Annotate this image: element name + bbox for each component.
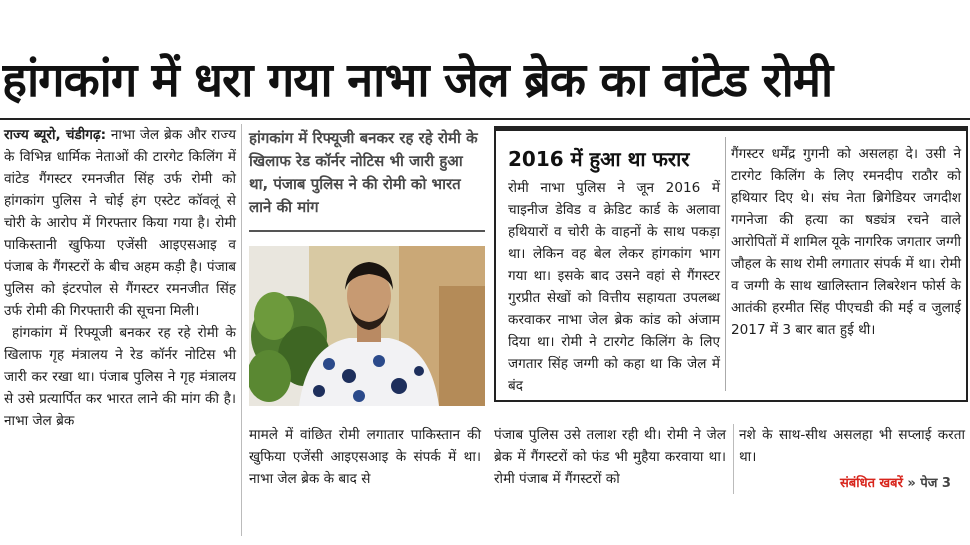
related-news-page: पेज 3 (920, 476, 951, 491)
headline: हांगकांग में धरा गया नाभा जेल ब्रेक का वांटेड रोमी (2, 53, 833, 108)
column-2-text: मामले में वांछित रोमी लगातार पाकिस्तान की खुफिया एजेंसी आइएसआइ के संपर्क में था। नाभा जेल ब्रेक के बाद से (249, 427, 481, 487)
related-news-label: संबंधित खबरें (840, 476, 903, 491)
column-1 (4, 124, 236, 432)
person-photo-illustration (249, 246, 485, 406)
column-4-text: नशे के साथ-सीथ असलहा भी सप्लाई करता था। (739, 427, 965, 465)
column-1-text-1: नाभा जेल ब्रेक और राज्य के विभिन्न धार्मिक नेताओं की टारगेट किलिंग में वांटेड गैंगस्टर रमनजीत सिंह उर्फ रोमी को हांगकांग पुलिस ने चोई हंग एस्टेट कॉवलूं से चोरी के आरोप में गिरफ्तार किया गया है। रोमी पाकिस्तानी खुफिया एजेंसी आइएसआइ व पंजाब के गैंगस्टरों के बीच अहम कड़ी है। पंजाब पुलिस को इंटरपोल से गैंगस्टर रमनजीत सिंह उर्फ रोमी की गिरफ्तारी की सूचना मिली। (4, 127, 237, 319)
pull-quote: हांगकांग में रिफ्यूजी बनकर रह रहे रोमी के खिलाफ रेड कॉर्नर नोटिस भी जारी हुआ था, पंजाब पुलिस ने की रोमी को भारत लाने की मांग (249, 129, 478, 216)
column-3-text: पंजाब पुलिस उसे तलाश रही थी। रोमी ने जेल ब्रेक में गैंगस्टरों को फंड भी मुहैया करवाया था। रोमी पंजाब में गैंगस्टरों को (494, 427, 726, 487)
dateline: राज्य ब्यूरो, चंडीगढ़: (4, 127, 107, 143)
box-divider (725, 137, 726, 391)
box-column-2: गैंगस्टर धर्मेंद्र गुगनी को असलहा दे। उसी ने टारगेट किलिंग के लिए रमनदीप राठौर को हथियार दिए थे। संघ नेता ब्रिगेडियर जगदीश गगनेजा की हत्या का षड्यंत्र रचने वाले आरोपितों में शामिल यूके नागरिक जगतार जग्गी जौहल के साथ रोमी लगातार संपर्क में था। रोमी व जग्गी के साथ खालिस्तान लिबरेशन फोर्स के आतंकी हरमीत सिंह पीएचडी की मई व जुलाई 2017 में 3 बार बात हुई थी। (731, 146, 961, 338)
romi-photo (249, 246, 485, 406)
bottom-column-divider (733, 424, 734, 494)
headline-rule (0, 118, 970, 120)
box-column-1: रोमी नाभा पुलिस ने जून 2016 में चाइनीज डेविड व क्रेडिट कार्ड के अलावा हथियारों व चोरी के वाहनों के साथ पकड़ा था। लेकिन वह बेल लेकर हांगकांग भाग गया था। इसके बाद उसने वहां से गैंगस्टर गुरप्रीत सेखों को वित्तीय सहायता उपलब्ध करवाकर नाभा जेल ब्रेक कांड को अंजाम दिया था। रोमी ने टारगेट किलिंग के लिए जगतार सिंह जग्गी को कहा था कि जेल में बंद (508, 180, 720, 394)
pull-quote-rule (249, 230, 485, 232)
column-1-para-1 (4, 124, 236, 322)
related-news-link[interactable] (840, 474, 951, 494)
related-news-arrows: » (907, 476, 916, 491)
box-title: 2016 में हुआ था फरार (508, 147, 690, 171)
column-divider (241, 124, 242, 536)
column-1-para-2: हांगकांग में रिफ्यूजी बनकर रह रहे रोमी के खिलाफ गृह मंत्रालय ने रेड कॉर्नर नोटिस भी जारी कर रखा था। पंजाब पुलिस ने गृह मंत्रालय से उसे प्रत्यार्पित कर भारत लाने की मांग की है। नाभा जेल ब्रेक (4, 325, 236, 429)
